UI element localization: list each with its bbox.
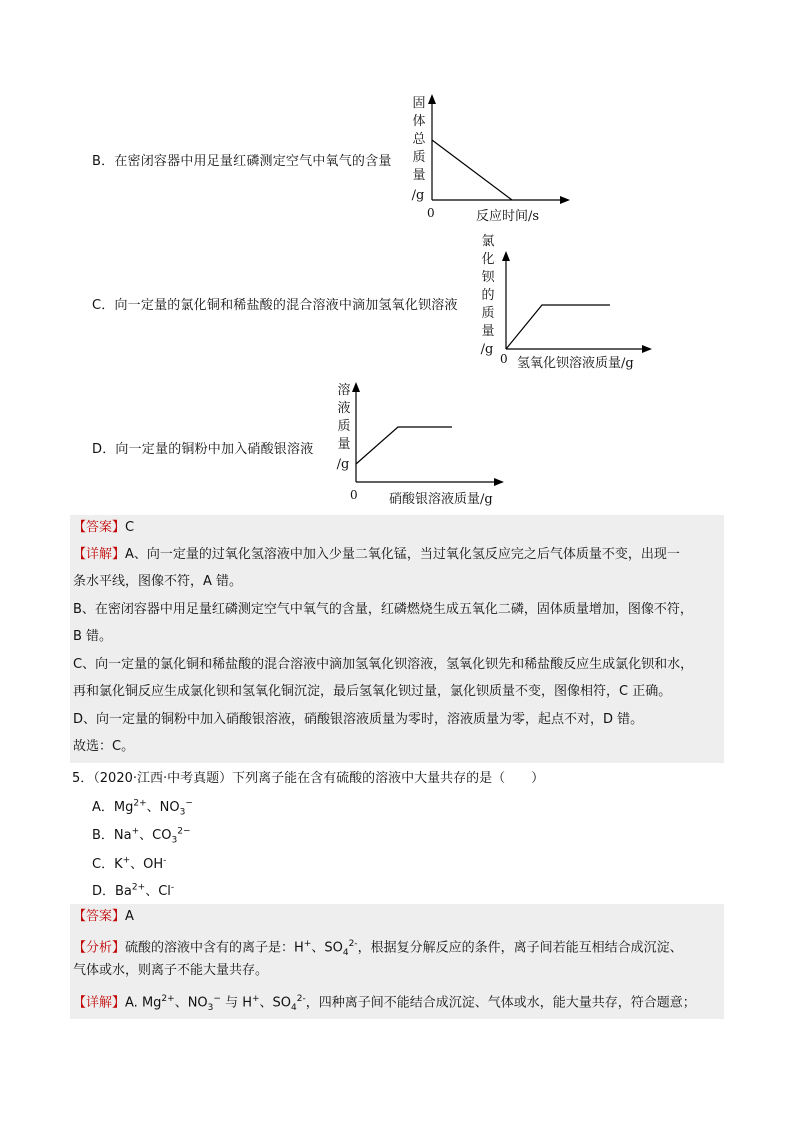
y-label-char: 钡 <box>481 270 495 285</box>
answer-value: A <box>125 909 134 924</box>
option-b-label: B．在密闭容器中用足量红磷测定空气中氧气的含量 <box>92 154 392 169</box>
q5-option-c: C．K+、OH- <box>92 855 167 872</box>
question-5-stem: 5．（2020·江西·中考真题）下列离子能在含有硫酸的溶液中大量共存的是（ ） <box>72 771 545 786</box>
y-label-char: /g <box>411 188 425 203</box>
detail-tag: 【详解】 <box>73 995 126 1011</box>
y-label-char: 化 <box>481 252 495 267</box>
detail-line: 【详解】A. $Mg^{2+}$、$NO_3^-$ 与 H+、$SO_4^{2-}$，四种离子间不能结合成沉淀、气体或水，能大量共存，符合题意； <box>73 994 696 1013</box>
detail-line: 条水平线，图像不符，A 错。 <box>73 574 243 589</box>
answer-tag: 【答案】 <box>73 909 126 924</box>
y-label-char: 固 <box>412 96 426 111</box>
graph-c-axes <box>494 245 664 355</box>
graph-b-origin: 0 <box>427 206 435 220</box>
graph-d-x-label: 硝酸银溶液质量/g <box>389 492 493 507</box>
detail-line: C、向一定量的氯化铜和稀盐酸的混合溶液中滴加氢氧化钡溶液，氢氧化钡先和稀盐酸反应生成氯化钡和水， <box>73 657 694 672</box>
y-label-char: 质 <box>412 150 426 165</box>
graph-c-x-label: 氢氧化钡溶液质量/g <box>517 356 634 371</box>
detail-tag: 【详解】 <box>73 547 126 562</box>
answer-line <box>73 904 134 930</box>
graph-c-curve <box>506 305 610 349</box>
answer-tag: 【答案】 <box>73 520 126 535</box>
detail-line: D、向一定量的铜粉中加入硝酸银溶液，硝酸银溶液质量为零时，溶液质量为零，起点不对，D 错。 <box>73 712 644 727</box>
graph-b-axes <box>420 90 580 220</box>
y-label-char: 体 <box>412 114 426 129</box>
y-label-char: 量 <box>412 168 426 183</box>
y-label-char: 量 <box>481 324 495 339</box>
y-label-char: /g <box>336 457 350 472</box>
q5-option-a: A．$Mg^{2+}$、$NO_3^-$ <box>92 798 193 818</box>
answer-value: C <box>125 520 135 535</box>
answer-line <box>73 515 134 541</box>
y-label-char: 溶 <box>337 383 351 398</box>
detail-line: B、在密闭容器中用足量红磷测定空气中氧气的含量，红磷燃烧生成五氧化二磷，固体质量增加，图像不符， <box>73 602 693 617</box>
graph-d-axes <box>344 378 514 488</box>
graph-c-origin: 0 <box>500 352 508 366</box>
y-label-char: 氯 <box>481 234 495 249</box>
y-label-char: 总 <box>412 132 426 147</box>
option-d-label: D．向一定量的铜粉中加入硝酸银溶液 <box>92 442 314 457</box>
graph-d-origin: 0 <box>350 488 358 502</box>
answer-box-q4 <box>70 515 724 763</box>
analysis-tag: 【分析】 <box>73 940 126 956</box>
y-label-char: 的 <box>481 288 495 303</box>
option-c-label: C．向一定量的氯化铜和稀盐酸的混合溶液中滴加氢氧化钡溶液 <box>92 298 458 313</box>
graph-b-x-label: 反应时间/s <box>476 209 540 224</box>
q5-option-b: B．Na+、$CO_3^{2-}$ <box>92 826 191 846</box>
analysis-line: 气体或水，则离子不能大量共存。 <box>73 963 269 978</box>
answer-box-q5 <box>70 904 724 1019</box>
detail-line <box>73 542 680 568</box>
y-label-char: 量 <box>337 437 351 452</box>
analysis-line: 【分析】硫酸的溶液中含有的离子是：H+、$SO_4^{2-}$，根据复分解反应的条件，离子间若能互相结合成沉淀、 <box>73 939 683 958</box>
y-label-char: 质 <box>337 419 351 434</box>
detail-line: 再和氯化铜反应生成氯化钡和氢氧化铜沉淀，最后氢氧化钡过量，氯化钡质量不变，图像相符，C 正确。 <box>73 684 672 699</box>
detail-line: 故选：C。 <box>73 739 135 754</box>
graph-b-curve <box>432 140 512 200</box>
y-label-char: 液 <box>337 401 351 416</box>
y-label-char: 质 <box>481 306 495 321</box>
detail-line: B 错。 <box>73 629 113 644</box>
y-label-char: /g <box>480 342 494 357</box>
graph-d-curve <box>356 427 452 464</box>
q5-option-d: D．$Ba^{2+}$、Cl- <box>92 882 175 899</box>
detail-text: A、向一定量的过氧化氢溶液中加入少量二氧化锰，当过氧化氢反应完之后气体质量不变，出现一 <box>125 547 680 562</box>
